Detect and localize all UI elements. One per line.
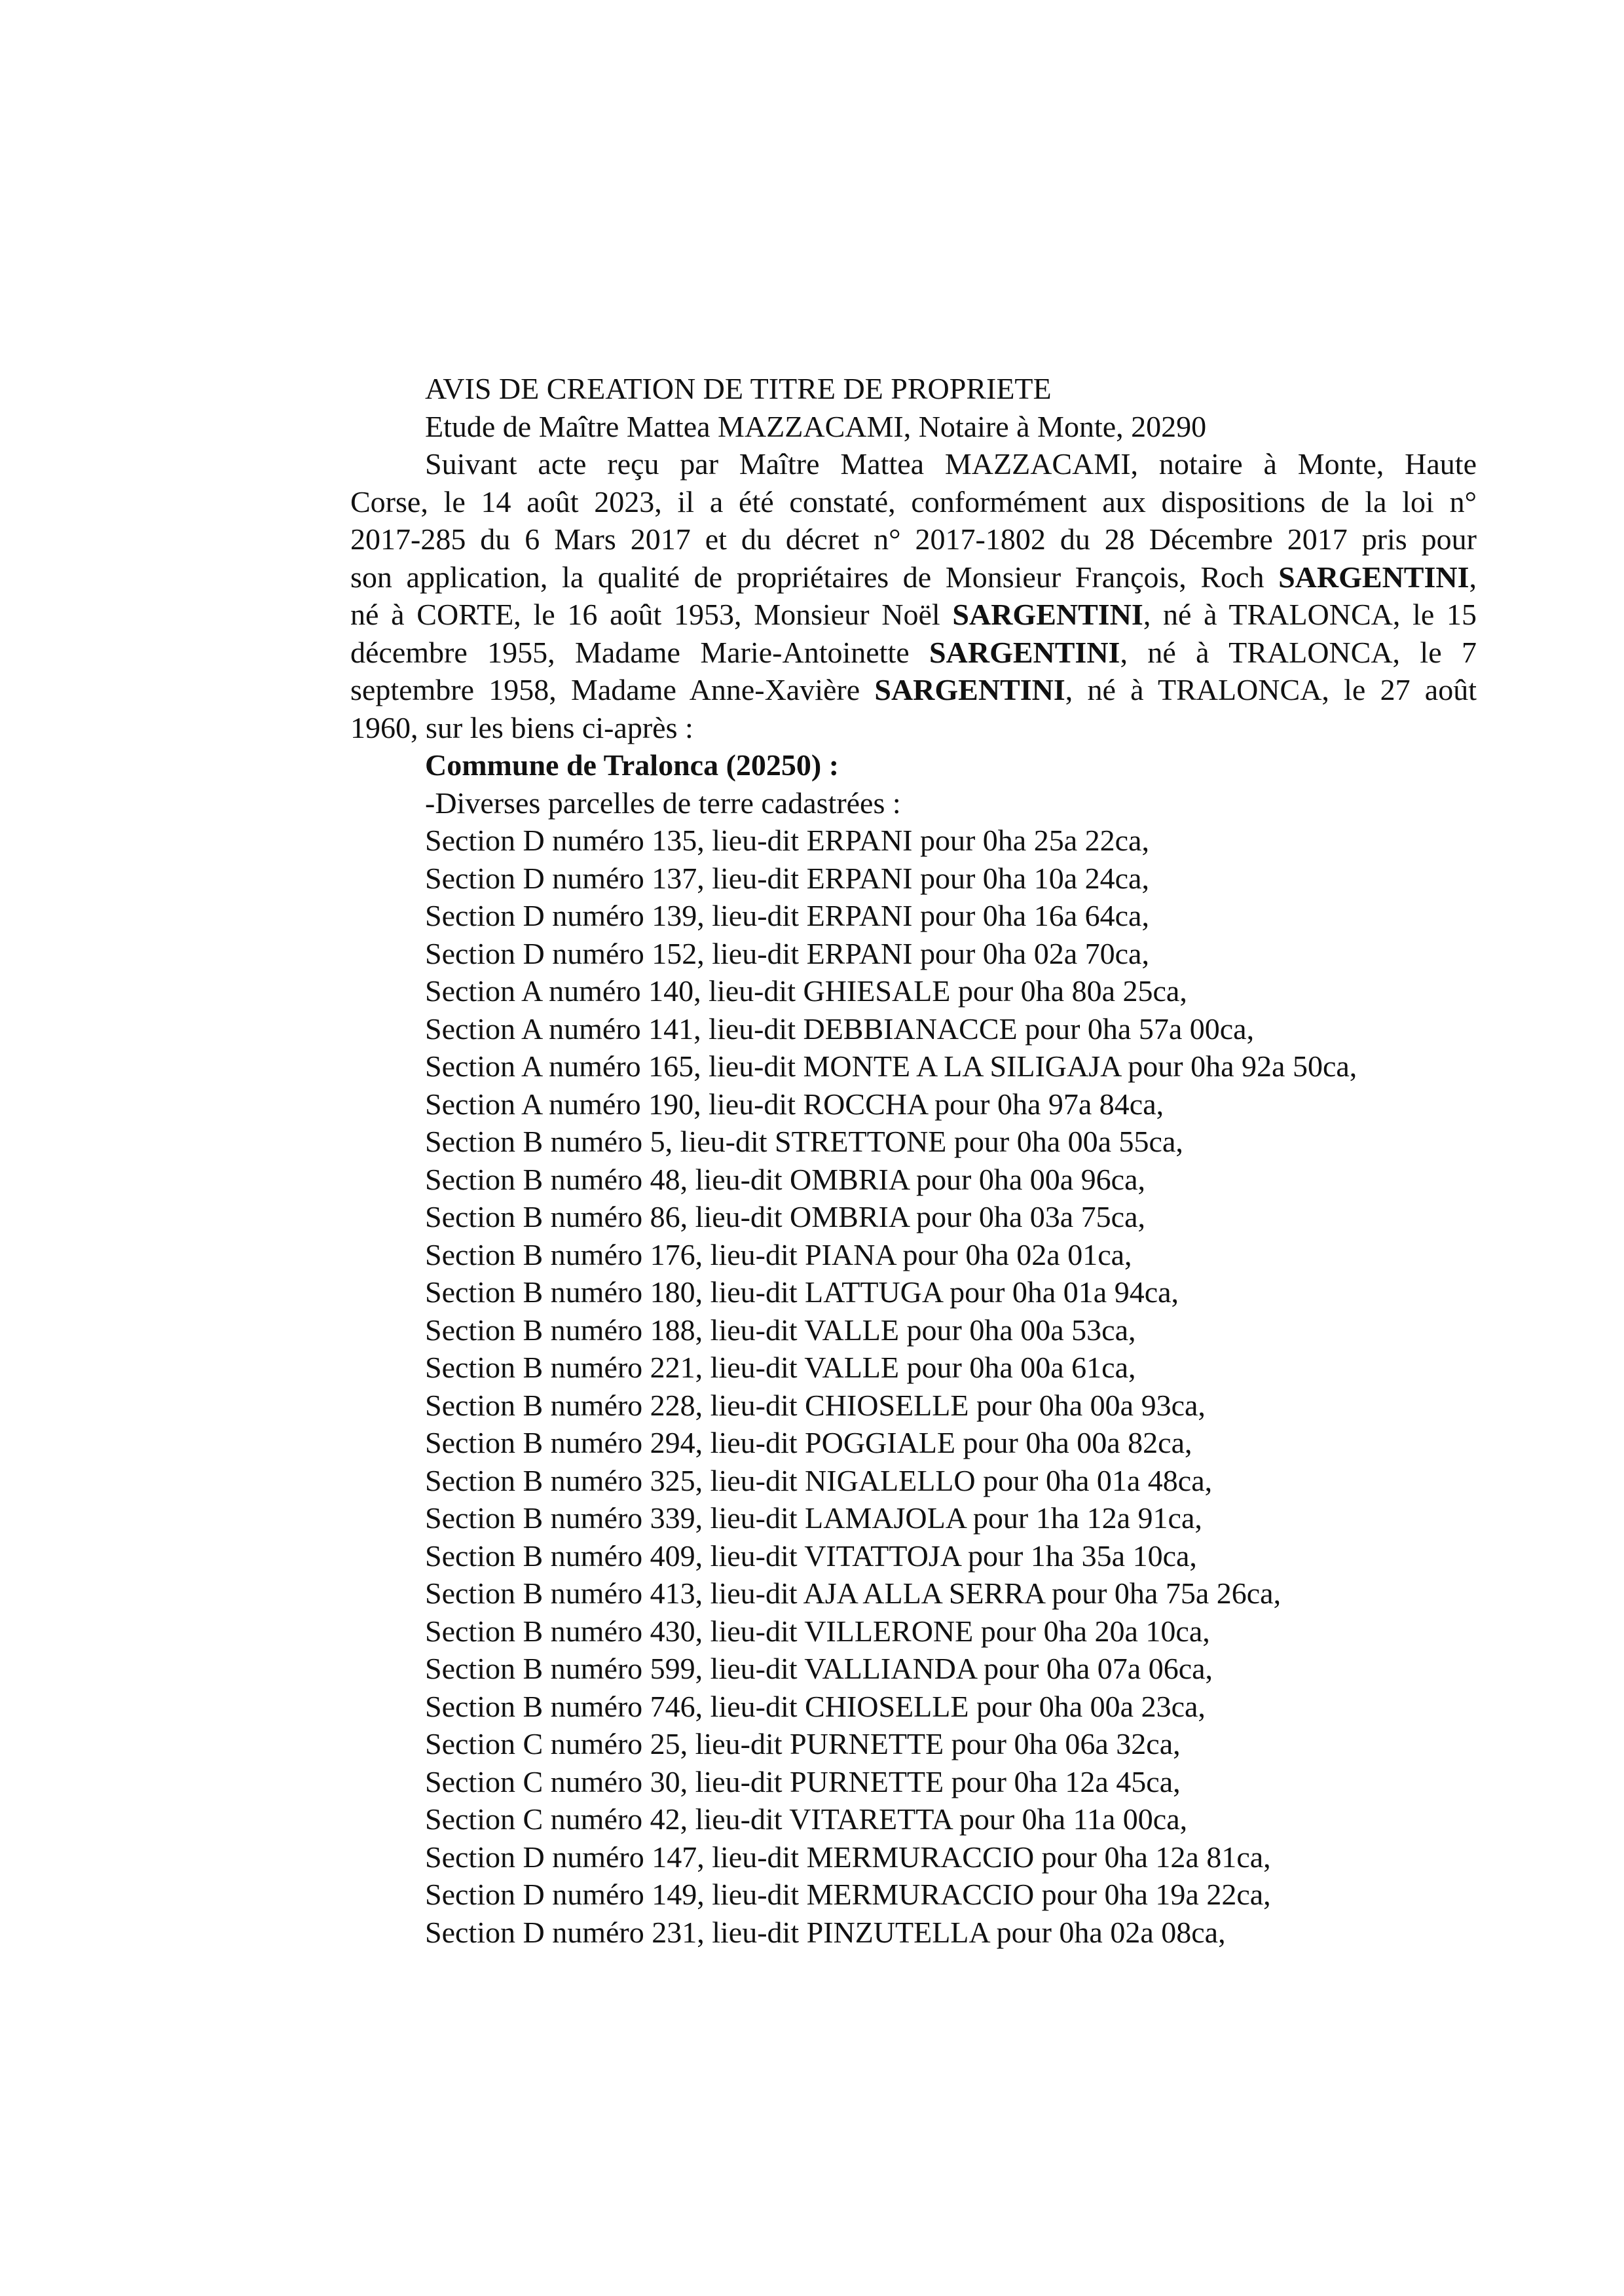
text-segment: , né à TRALONCA, le 15 [1143,598,1477,631]
parcel-item: Section C numéro 30, lieu-dit PURNETTE pour 0ha 12a 45ca, [425,1764,1181,1798]
owner-surname: SARGENTINI [952,598,1143,631]
text-segment: son application, la qualité de propriétaires de Monsieur François, Roch [350,560,1279,594]
parcel-item: Section C numéro 42, lieu-dit VITARETTA pour 0ha 11a 00ca, [425,1802,1188,1836]
text-segment: né à CORTE, le 16 août 1953, Monsieur Noël [350,598,953,631]
parcel-item: Section C numéro 25, lieu-dit PURNETTE pour 0ha 06a 32ca, [425,1727,1181,1760]
parcel-item: Section B numéro 599, lieu-dit VALLIANDA pour 0ha 07a 06ca, [425,1652,1213,1685]
parcel-item: Section B numéro 180, lieu-dit LATTUGA pour 0ha 01a 94ca, [425,1275,1179,1309]
owner-surname: SARGENTINI [874,673,1065,706]
paragraph-line [350,634,1477,672]
parcel-item: Section A numéro 140, lieu-dit GHIESALE pour 0ha 80a 25ca, [425,974,1187,1008]
parcel-item: Section B numéro 430, lieu-dit VILLERONE pour 0ha 20a 10ca, [425,1614,1210,1648]
paragraph-line [350,671,1477,709]
parcel-item: Section B numéro 188, lieu-dit VALLE pour 0ha 00a 53ca, [425,1313,1136,1347]
parcel-item: Section A numéro 165, lieu-dit MONTE A LA SILIGAJA pour 0ha 92a 50ca, [425,1049,1357,1083]
text-segment: septembre 1958, Madame Anne-Xavière [350,673,875,706]
parcel-item: Section B numéro 413, lieu-dit AJA ALLA SERRA pour 0ha 75a 26ca, [425,1576,1282,1610]
parcel-item: Section B numéro 339, lieu-dit LAMAJOLA pour 1ha 12a 91ca, [425,1501,1202,1535]
parcel-item: Section B numéro 86, lieu-dit OMBRIA pour 0ha 03a 75ca, [425,1200,1146,1233]
text-segment: , né à TRALONCA, le 7 [1120,635,1477,669]
parcel-item: Section B numéro 48, lieu-dit OMBRIA pour 0ha 00a 96ca, [425,1162,1146,1196]
parcel-item: Section B numéro 176, lieu-dit PIANA pour 0ha 02a 01ca, [425,1237,1132,1271]
parcel-item: Section A numéro 190, lieu-dit ROCCHA pour 0ha 97a 84ca, [425,1087,1164,1121]
parcel-item: Section B numéro 325, lieu-dit NIGALELLO pour 0ha 01a 48ca, [425,1463,1213,1497]
parcel-list [350,822,1477,1951]
paragraph-line: Suivant acte reçu par Maître Mattea MAZZACAMI, notaire à Monte, Haute [425,447,1477,481]
parcel-item: Section B numéro 5, lieu-dit STRETTONE pour 0ha 00a 55ca, [425,1125,1183,1158]
paragraph-line [350,596,1477,634]
owner-surname: SARGENTINI [929,635,1120,669]
parcel-item: Section B numéro 409, lieu-dit VITATTOJA pour 1ha 35a 10ca, [425,1539,1197,1573]
parcel-item: Section B numéro 294, lieu-dit POGGIALE pour 0ha 00a 82ca, [425,1426,1192,1459]
paragraph-line [350,558,1477,596]
text-segment: , né à TRALONCA, le 27 août [1065,673,1477,706]
parcel-item: Section D numéro 152, lieu-dit ERPANI pour 0ha 02a 70ca, [425,936,1149,970]
document-title: AVIS DE CREATION DE TITRE DE PROPRIETE [425,372,1052,405]
paragraph-line: 1960, sur les biens ci-après : [350,710,693,744]
commune-heading: Commune de Tralonca (20250) : [425,748,840,782]
parcel-item: Section B numéro 228, lieu-dit CHIOSELLE pour 0ha 00a 93ca, [425,1388,1206,1422]
paragraph-line: Corse, le 14 août 2023, il a été constaté, conformément aux dispositions de la loi n° [350,484,1477,519]
parcel-item: Section D numéro 231, lieu-dit PINZUTELLA pour 0ha 02a 08ca, [425,1915,1226,1949]
parcel-item: Section D numéro 149, lieu-dit MERMURACCIO pour 0ha 19a 22ca, [425,1878,1271,1911]
document-body [350,370,1477,1951]
parcel-item: Section A numéro 141, lieu-dit DEBBIANACCE pour 0ha 57a 00ca, [425,1011,1255,1046]
parcel-item: Section D numéro 147, lieu-dit MERMURACCIO pour 0ha 12a 81ca, [425,1840,1271,1874]
parcel-item: Section B numéro 746, lieu-dit CHIOSELLE pour 0ha 00a 23ca, [425,1689,1206,1723]
paragraph-line: 2017-285 du 6 Mars 2017 et du décret n° 2017-1802 du 28 Décembre 2017 pris pour [350,522,1477,556]
owner-surname: SARGENTINI [1278,560,1469,594]
parcels-intro: -Diverses parcelles de terre cadastrées : [425,786,901,820]
notary-office: Etude de Maître Mattea MAZZACAMI, Notaire à Monte, 20290 [425,409,1207,443]
text-segment: , [1469,560,1477,594]
parcel-item: Section D numéro 139, lieu-dit ERPANI pour 0ha 16a 64ca, [425,899,1149,932]
deed-paragraph [350,445,1477,746]
parcel-item: Section D numéro 135, lieu-dit ERPANI pour 0ha 25a 22ca, [425,824,1149,857]
parcel-item: Section B numéro 221, lieu-dit VALLE pour 0ha 00a 61ca, [425,1351,1136,1384]
parcel-item: Section D numéro 137, lieu-dit ERPANI pour 0ha 10a 24ca, [425,861,1149,895]
text-segment: décembre 1955, Madame Marie-Antoinette [350,635,930,669]
